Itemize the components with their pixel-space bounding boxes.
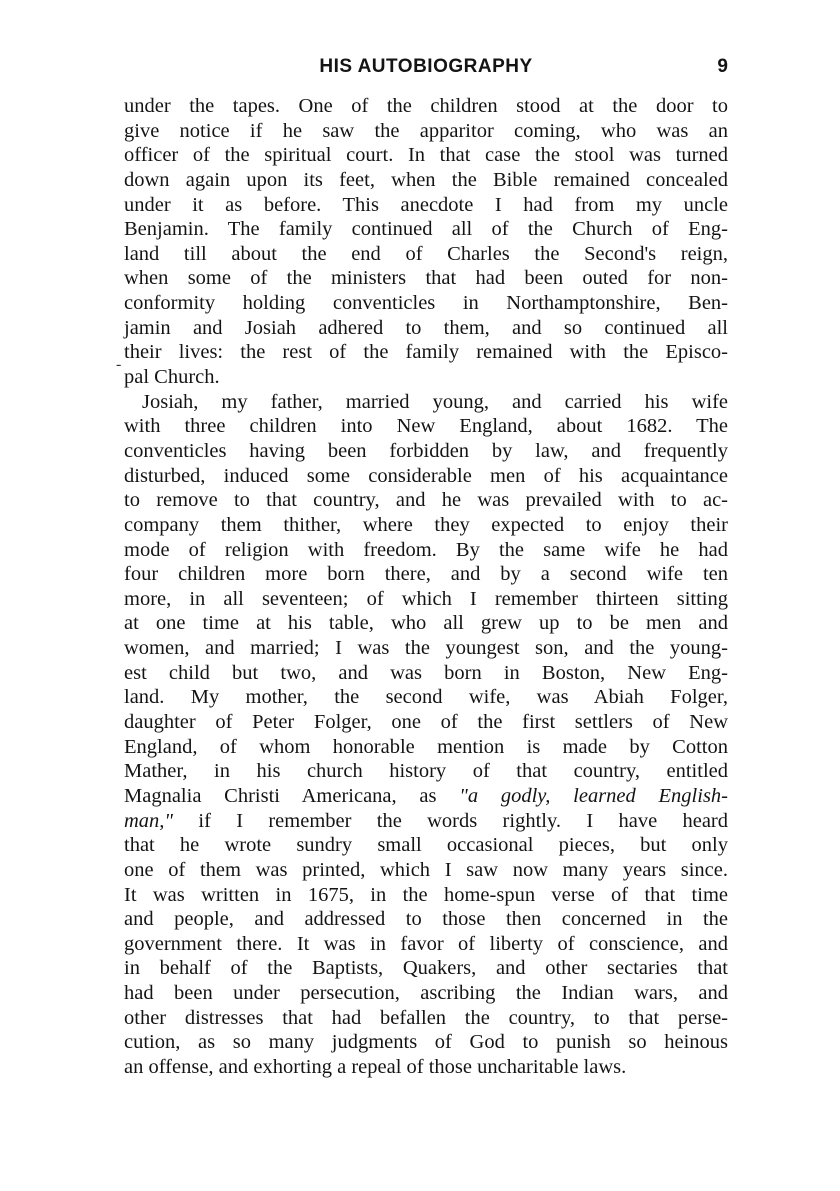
text-line: to remove to that country, and he was prevailed with to ac- [124,489,728,512]
text-line: conventicles having been forbidden by law, and frequently [124,439,728,462]
text-line-with-quote [124,784,728,809]
body-text [124,94,728,1080]
text-line: and people, and addressed to those then concerned in the [124,908,728,931]
text-run: if I remember the words rightly. I have heard [198,809,729,832]
text-line: women, and married; I was the youngest son, and the young- [124,637,728,660]
text-line: England, of whom honorable mention is made by Cotton [124,735,728,758]
italic-quote: "a godly, learned English- [459,784,728,807]
text-line: under the tapes. One of the children stood at the door to [124,95,728,117]
text-line: when some of the ministers that had been outed for non- [124,267,728,290]
text-line: est child but two, and was born in Boston, New Eng- [124,661,728,684]
text-run: Magnalia Christi Americana, as [124,784,437,807]
text-line: an offense, and exhorting a repeal of those uncharitable laws. [124,1055,627,1078]
text-line: daughter of Peter Folger, one of the first settlers of New [124,711,728,734]
text-line: more, in all seventeen; of which I remember thirteen sitting [124,587,728,610]
text-line-with-quote [124,809,728,834]
text-line: that he wrote sundry small occasional pieces, but only [124,834,728,857]
text-line: Josiah, my father, married young, and carried his wife [142,390,728,413]
page-number: 9 [717,56,728,77]
text-line: conformity holding conventicles in Northamptonshire, Ben- [124,292,728,315]
text-line: other distresses that had befallen the country, to that perse- [124,1006,728,1029]
text-line: Benjamin. The family continued all of the Church of Eng- [124,218,728,241]
text-line: company them thither, where they expected to enjoy their [124,513,728,536]
text-line: land. My mother, the second wife, was Abiah Folger, [124,686,728,709]
text-line: government there. It was in favor of liberty of conscience, and [124,932,728,955]
text-line: officer of the spiritual court. In that case the stool was turned [124,144,728,167]
text-line: one of them was printed, which I saw now many years since. [124,858,728,881]
text-line: pal Church. [124,366,220,389]
text-line: four children more born there, and by a second wife ten [124,563,728,586]
text-line: with three children into New England, about 1682. The [124,415,728,438]
text-line: under it as before. This anecdote I had from my uncle [124,193,728,216]
text-line: mode of religion with freedom. By the same wife he had [124,538,728,561]
text-line: down again upon its feet, when the Bible remained concealed [124,168,728,191]
text-line: give notice if he saw the apparitor coming, who was an [124,119,728,142]
text-line: in behalf of the Baptists, Quakers, and other sectaries that [124,957,728,980]
text-line: land till about the end of Charles the Second's reign, [124,242,728,265]
text-line: disturbed, induced some considerable men of his acquaintance [124,464,728,487]
text-line: jamin and Josiah adhered to them, and so continued all [124,316,728,339]
page-header [124,56,728,84]
text-line: Mather, in his church history of that country, entitled [124,760,728,783]
running-head: HIS AUTOBIOGRAPHY [319,56,533,77]
italic-quote: man," [124,809,174,832]
text-line: cution, as so many judgments of God to punish so heinous [124,1031,728,1054]
text-line: It was written in 1675, in the home-spun verse of that time [124,883,728,906]
text-line: at one time at his table, who all grew up to be men and [124,612,728,635]
margin-mark: - [116,356,122,373]
text-line: their lives: the rest of the family remained with the Episco- [124,341,728,364]
text-line: had been under persecution, ascribing the Indian wars, and [124,982,728,1005]
